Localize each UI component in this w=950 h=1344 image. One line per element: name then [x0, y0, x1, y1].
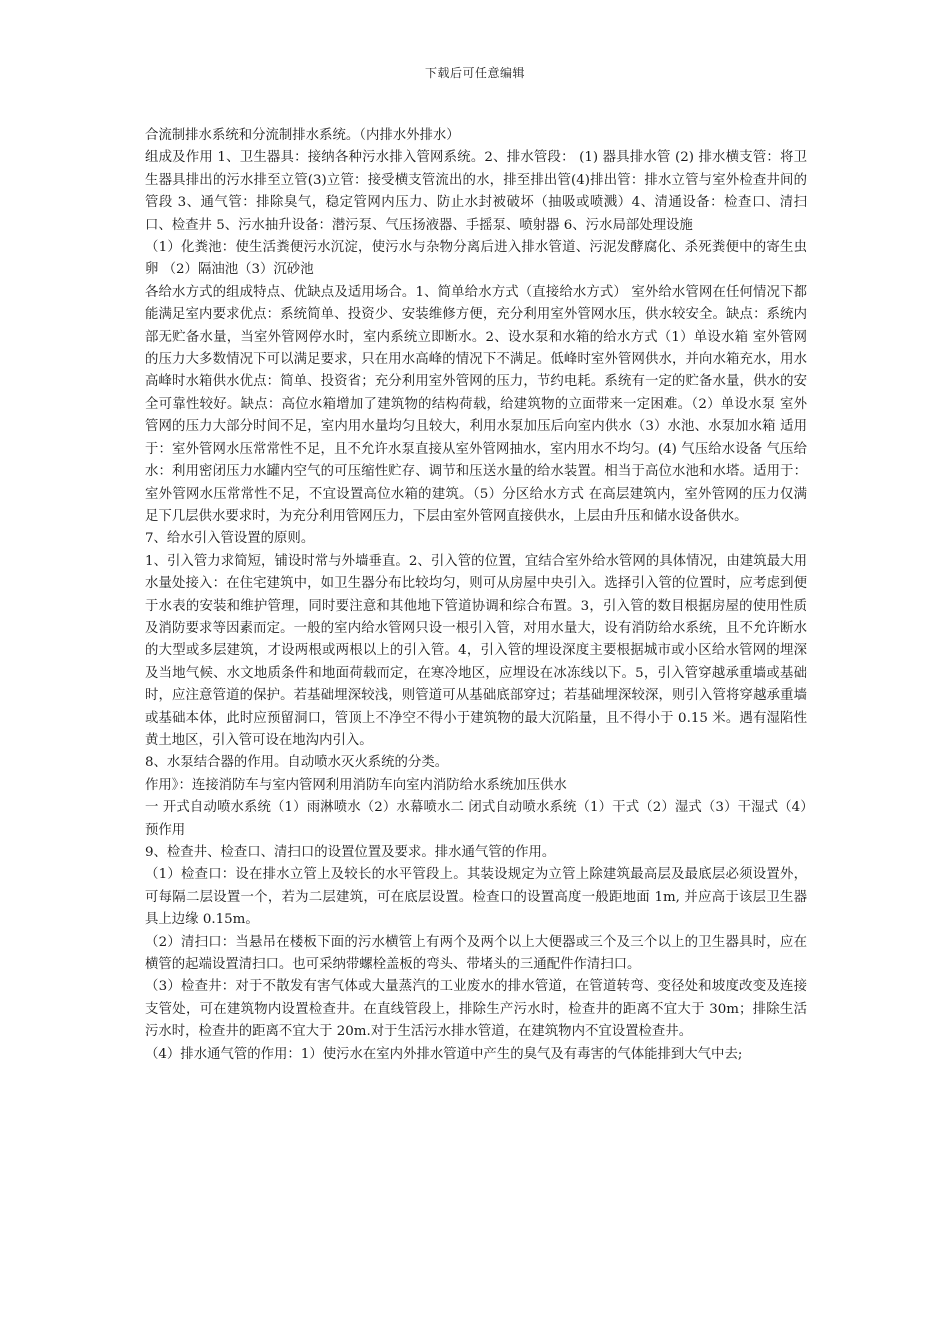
paragraph-inspection-port: （1）检查口：设在排水立管上及较长的水平管段上。其装设规定为立管上除建筑最高层及最底层必须设置外，可每隔二层设置一个，若为二层建筑，可在底层设置。检查口的设置高度一般距地面 1m, 并应高于该层卫生器具上边缘 0.15m。 [145, 867, 807, 928]
paragraph-cleanout: （2）清扫口：当悬吊在楼板下面的污水横管上有两个及两个以上大便器或三个及三个以上的卫生器具时，应在横管的起端设置清扫口。也可采纳带螺栓盖板的弯头、带堵头的三通配件作清扫口。 [145, 934, 807, 973]
paragraph-vent-pipe: （4）排水通气管的作用：1）使污水在室内外排水管道中产生的臭气及有毒害的气体能排到大气中去; [145, 1046, 743, 1062]
document-body [145, 125, 807, 1066]
paragraph-drainage-system-types: 合流制排水系统和分流制排水系统。（内排水外排水） [145, 128, 460, 143]
heading-pump-adapter: 8、水泵结合器的作用。自动喷水灭火系统的分类。 [145, 755, 449, 771]
paragraph-inlet-pipe-rules: 1、引入管力求简短，铺设时常与外墙垂直。2、引入管的位置，宜结合室外给水管网的具体情况，由建筑最大用水量处接入：在住宅建筑中，如卫生器分布比较均匀，则可从房屋中央引入。选择引入管的位置时，应考虑到便于水表的安装和维护管理，同时要注意和其他地下管道协调和综合布置。3，引入管的数目根据房屋的使用性质及消防要求等因素而定。一般的室内给水管网只设一根引入管，对用水量大，设有消防给水系统，且不允许断水的大型或多层建筑，才设两根或两根以上的引入管。4，引入管的埋设深度主要根据城市或小区给水管网的埋深及当地气候、水文地质条件和地面荷载而定，在寒冷地区，应埋设在冰冻线以下。5，引入管穿越承重墙或基础时，应注意管道的保护。若基础埋深较浅，则管道可从基础底部穿过；若基础埋深较深，则引入管将穿越承重墙或基础本体，此时应预留洞口，管顶上不净空不得小于建筑物的最大沉陷量，且不得小于 0.15 米。遇有湿陷性黄土地区，引入管可设在地沟内引入。 [145, 553, 807, 748]
paragraph-drainage-components: 组成及作用 1、卫生器具：接纳各种污水排入管网系统。2、排水管段： (1) 器具排水管 (2) 排水横支管：将卫生器具排出的污水排至立管(3)立管：接受横支管流出的水，排至排出管(4)排出管：排水立管与室外检查井间的管段 3、通气管：排除臭气，稳定管网内压力、防止水封被破坏（抽吸或喷溅）4、清通设备：检查口、清扫口、检查井 5、污水抽升设备：潜污泵、气压扬液器、手摇泵、喷射器 6、污水局部处理设施 [145, 150, 807, 233]
paragraph-inspection-well: （3）检查井：对于不散发有害气体或大量蒸汽的工业废水的排水管道，在管道转弯、变径处和坡度改变及连接支管处，可在建筑物内设置检查井。在直线管段上，排除生产污水时，检查井的距离不宜大于 30m；排除生活污水时，检查井的距离不宜大于 20m.对于生活污水排水管道，在建筑物内不宜设置检查井。 [145, 979, 807, 1040]
paragraph-septic-tank: （1）化粪池：使生活粪便污水沉淀，使污水与杂物分离后进入排水管道、污泥发酵腐化、杀死粪便中的寄生虫卵 （2）隔油池（3）沉砂池 [145, 240, 807, 278]
heading-inlet-pipe-principles: 7、给水引入管设置的原则。 [145, 531, 315, 547]
paragraph-sprinkler-classification: 一 开式自动喷水系统（1）雨淋喷水（2）水幕喷水二 闭式自动喷水系统（1）干式（2）湿式（3）干湿式（4）预作用 [145, 800, 807, 838]
page-header: 下载后可任意编辑 [424, 66, 525, 80]
paragraph-pump-adapter-function: 作用》：连接消防车与室内管网利用消防车向室内消防给水系统加压供水 [145, 777, 567, 793]
paragraph-water-supply-modes: 各给水方式的组成特点、优缺点及适用场合。1、简单给水方式（直接给水方式） 室外给水管网在任何情况下都能满足室内要求优点：系统简单、投资少、安装维修方便，充分利用室外管网水压，供水较安全。缺点：系统内部无贮备水量，当室外管网停水时，室内系统立即断水。2、设水泵和水箱的给水方式（1）单设水箱 室外管网的压力大多数情况下可以满足要求，只在用水高峰的情况下不满足。低峰时室外管网供水，并向水箱充水，用水高峰时水箱供水优点：简单、投资省；充分利用室外管网的压力，节约电耗。系统有一定的贮备水量，供水的安全可靠性较好。缺点：高位水箱增加了建筑物的结构荷载，给建筑物的立面带来一定困难。（2）单设水泵 室外管网的压力大部分时间不足，室内用水量均匀且较大，利用水泵加压后向室内供水（3）水池、水泵加水箱 适用于：室外管网水压常常性不足，且不允许水泵直接从室外管网抽水，室内用水不均匀。(4) 气压给水设备 气压给水：利用密闭压力水罐内空气的可压缩性贮存、调节和压送水量的给水装置。相当于高位水池和水塔。适用于：室外管网水压常常性不足，不宜设置高位水箱的建筑。（5）分区给水方式 在高层建筑内，室外管网的压力仅满足下几层供水要求时，为充分利用管网压力，下层由室外管网直接供水，上层由升压和储水设备供水。 [145, 284, 807, 524]
heading-inspection-openings: 9、检查井、检查口、清扫口的设置位置及要求。排水通气管的作用。 [145, 845, 556, 860]
